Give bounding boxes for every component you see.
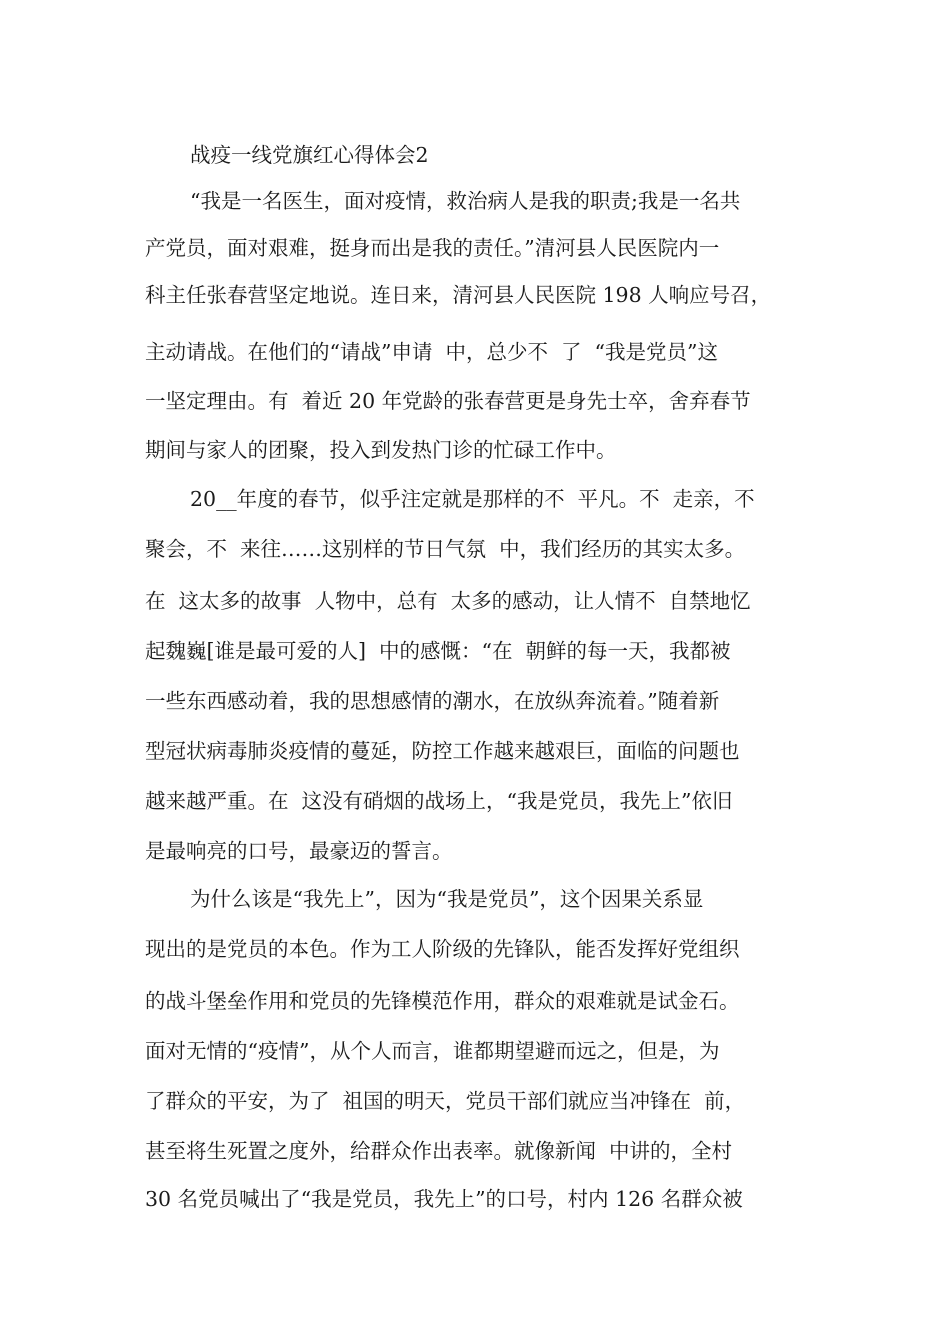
text-line: 越来越严重。在 这没有硝烟的战场上，“我是党员，我先上”依旧	[145, 789, 733, 813]
text-line: 现出的是党员的本色。作为工人阶级的先锋队，能否发挥好党组织	[145, 937, 740, 961]
text-line: 30 名党员喊出了“我是党员，我先上”的口号，村内 126 名群众被	[145, 1187, 743, 1211]
text-line: 聚会，不 来往……这别样的节日气氛 中，我们经历的其实太多。	[145, 537, 746, 561]
text-line: 了群众的平安，为了 祖国的明天，党员干部们就应当冲锋在 前，	[145, 1089, 746, 1113]
text-line: 型冠状病毒肺炎疫情的蔓延，防控工作越来越艰巨，面临的问题也	[145, 739, 740, 763]
text-line: 为什么该是“我先上”，因为“我是党员”，这个因果关系显	[190, 887, 704, 911]
text-line: 甚至将生死置之度外，给群众作出表率。就像新闻 中讲的，全村	[145, 1139, 733, 1163]
text-line: “我是一名医生，面对疫情，救治病人是我的职责;我是一名共	[190, 189, 741, 213]
text-line: 是最响亮的口号，最豪迈的誓言。	[145, 839, 453, 863]
text-line: 产党员，面对艰难，挺身而出是我的责任。”清河县人民医院内一	[145, 236, 720, 260]
text-line: 20__年度的春节，似乎注定就是那样的不 平凡。不 走亲，不	[190, 487, 755, 511]
document-title: 战疫一线党旗红心得体会2	[190, 143, 429, 167]
text-line: 主动请战。在他们的“请战”申请 中，总少不 了 “我是党员”这	[145, 340, 719, 364]
text-line: 在 这太多的故事 人物中，总有 太多的感动，让人情不 自禁地忆	[145, 589, 751, 613]
text-line: 起魏巍[谁是最可爱的人] 中的感慨：“在 朝鲜的每一天，我都被	[145, 639, 731, 663]
text-line: 的战斗堡垒作用和党员的先锋模范作用，群众的艰难就是试金石。	[145, 989, 740, 1013]
text-line: 期间与家人的团聚，投入到发热门诊的忙碌工作中。	[145, 438, 617, 462]
text-line: 面对无情的“疫情”，从个人而言，谁都期望避而远之，但是，为	[145, 1039, 720, 1063]
text-line: 一坚定理由。有 着近 20 年党龄的张春营更是身先士卒，舍弃春节	[145, 389, 751, 413]
text-line: 一些东西感动着，我的思想感情的潮水，在放纵奔流着。”随着新	[145, 689, 720, 713]
text-line: 科主任张春营坚定地说。连日来，清河县人民医院 198 人响应号召，	[145, 283, 772, 307]
